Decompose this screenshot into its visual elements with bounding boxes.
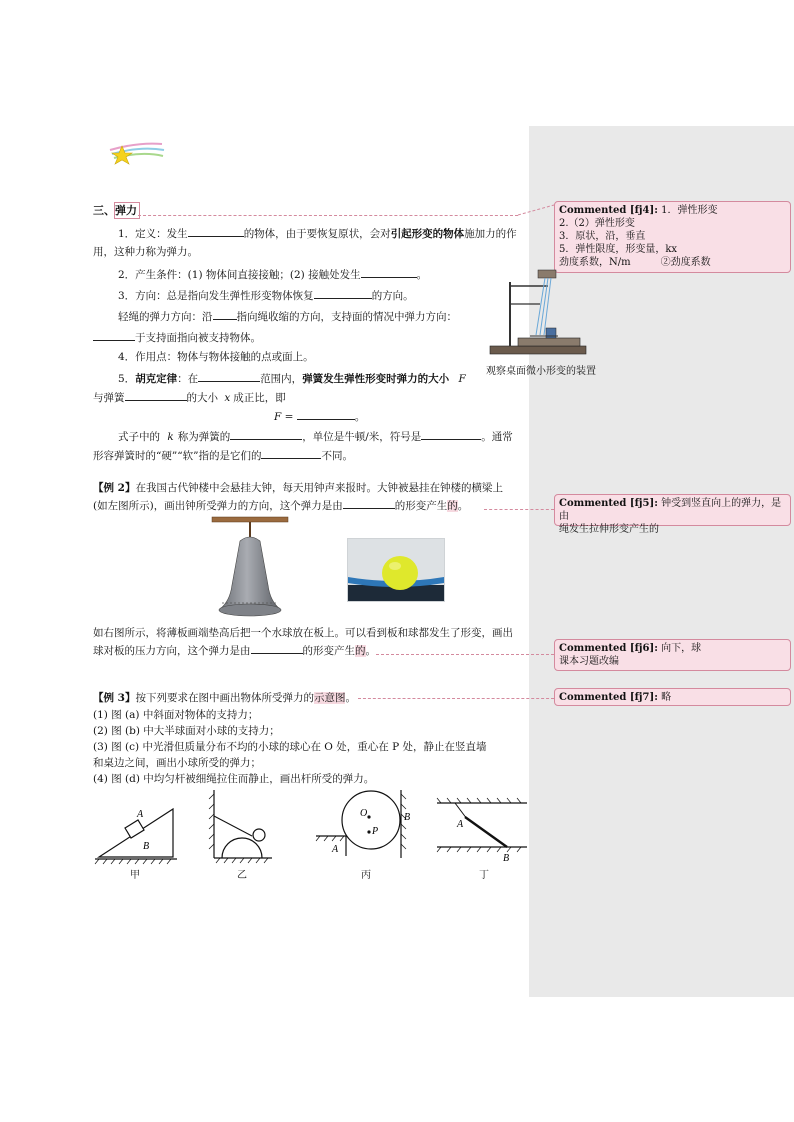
example2-line-1: 【例 2】在我国古代钟楼中会悬挂大钟，每天用钟声来报时。大钟被悬挂在钟楼的横梁上 <box>93 482 503 494</box>
point-label: A <box>137 809 144 820</box>
shooting-star-icon <box>108 140 168 170</box>
figure-caption: 丙 <box>361 870 371 881</box>
comment-fj6[interactable] <box>554 639 791 671</box>
stiffness-line-1: 式子中的 k 称为弹簧的 ，单位是牛顿/米，符号是 。通常 <box>118 428 513 444</box>
apparatus-caption: 观察桌面微小形变的装置 <box>486 366 596 377</box>
comment-line: 2.（2）弹性形变 <box>559 218 635 229</box>
rope-direction-line: 轻绳的弹力方向：沿 指向绳收缩的方向，支持面的情况中弹力方向： <box>118 308 457 324</box>
definition-line-1: 1．定义：发生 的物体，由于要恢复原状，会对引起形变的物体施加力的作 <box>118 225 517 241</box>
comment-head: Commented [fj4]: <box>559 205 658 216</box>
water-ball-photo <box>347 538 445 602</box>
blank[interactable] <box>261 447 321 459</box>
comment-line: 绳发生拉伸形变产生的 <box>559 524 659 535</box>
comment-fj7[interactable] <box>554 688 791 706</box>
blank[interactable] <box>314 287 372 299</box>
comment-connector <box>138 215 518 216</box>
apparatus-figure <box>490 270 590 360</box>
comment-line: 5．弹性限度，形变量，kx <box>559 244 678 255</box>
definition-line-2: 用，这种力称为弹力。 <box>93 246 198 258</box>
example2-line-2: (如左图所示)，画出钟所受弹力的方向，这个弹力是由 的形变产生的。 <box>93 497 468 513</box>
point-label: O <box>360 808 368 819</box>
comment-line: 劲度系数，N/m ②劲度系数 <box>559 257 711 268</box>
example3-line-1: 【例 3】按下列要求在图中画出物体所受弹力的示意图。 <box>93 692 356 704</box>
comment-line: 课本习题改编 <box>559 656 619 667</box>
figure-caption: 甲 <box>130 870 140 881</box>
bell-image <box>210 513 290 619</box>
comment-fj5[interactable] <box>554 494 791 535</box>
blank[interactable] <box>198 370 260 382</box>
comment-fj4[interactable] <box>554 201 791 273</box>
figure-caption: 丁 <box>479 870 489 881</box>
section-title: 三、弹力 <box>93 204 137 217</box>
blank[interactable] <box>125 389 187 401</box>
comment-line: 向下，球 <box>657 643 702 654</box>
stiffness-line-2: 形容弹簧时的“硬”“软”指的是它们的 不同。 <box>93 447 353 463</box>
point-label: A <box>332 844 339 855</box>
blank[interactable] <box>251 642 303 654</box>
hooke-law-line-1: 5．胡克定律：在 范围内，弹簧发生弹性形变时弹力的大小 F <box>118 370 466 386</box>
figure-b-hemisphere <box>208 790 278 865</box>
comment-connector <box>484 509 554 510</box>
hooke-formula: F = 。 <box>274 408 365 424</box>
blank[interactable] <box>421 428 481 440</box>
comment-line: 1．弹性形变 <box>657 205 718 216</box>
blank[interactable] <box>297 408 355 420</box>
point-label: A <box>457 819 464 830</box>
example3-line-6: (4) 图 (d) 中均匀杆被细绳拉住而静止，画出杆所受的弹力。 <box>93 773 375 785</box>
blank[interactable] <box>213 308 237 320</box>
comment-connector <box>518 205 558 217</box>
comment-line: 略 <box>657 692 672 703</box>
action-point-line: 4．作用点：物体与物体接触的点或面上。 <box>118 351 314 363</box>
comment-connector <box>376 654 554 655</box>
comment-line: 钟受到竖直向上的弹力，是由 <box>559 498 782 522</box>
comment-line: 3．原状，沿，垂直 <box>559 231 646 242</box>
blank[interactable] <box>188 225 244 237</box>
example3-line-3: (2) 图 (b) 中大半球面对小球的支持力； <box>93 725 280 737</box>
figure-caption: 乙 <box>237 870 247 881</box>
comment-head: Commented [fj7]: <box>559 692 658 703</box>
comment-anchor-box <box>114 202 140 219</box>
ball-on-board-illustration <box>348 539 444 601</box>
blank[interactable] <box>361 266 417 278</box>
figure-d-rod-rope <box>437 795 532 867</box>
mirror-apparatus-diagram <box>490 270 590 360</box>
point-label: B <box>143 841 150 852</box>
direction-line: 3．方向：总是指向发生弹性形变物体恢复 的方向。 <box>118 287 414 303</box>
comment-head: Commented [fj6]: <box>559 643 658 654</box>
bell-illustration <box>210 513 290 619</box>
blank[interactable] <box>343 497 395 509</box>
example3-line-2: (1) 图 (a) 中斜面对物体的支持力； <box>93 709 259 721</box>
blank[interactable] <box>93 329 135 341</box>
comment-connector <box>358 698 554 699</box>
point-label: B <box>503 853 510 864</box>
example3-line-5: 和桌边之间，画出小球所受的弹力； <box>93 757 261 769</box>
example2-line-3: 如右图所示，将薄板画端垫高后把一个水球放在板上。可以看到板和球都发生了形变，画出 <box>93 627 513 639</box>
figure-a-incline <box>95 795 180 865</box>
example3-line-4: (3) 图 (c) 中光滑但质量分布不均的小球的球心在 O 处，重心在 P 处，静止在竖直墙 <box>93 741 487 753</box>
point-label: P <box>372 826 379 837</box>
point-label: B <box>404 812 411 823</box>
comment-head: Commented [fj5]: <box>559 498 658 509</box>
hooke-law-line-2: 与弹簧 的大小 x 成正比，即 <box>93 389 286 405</box>
figure-c-ball-wall <box>316 790 416 865</box>
support-direction-line: 于支持面指向被支持物体。 <box>93 329 261 345</box>
blank[interactable] <box>230 428 302 440</box>
condition-line: 2．产生条件：(1) 物体间直接接触；(2) 接触处发生 。 <box>118 266 427 282</box>
example2-line-4: 球对板的压力方向，这个弹力是由 的形变产生的。 <box>93 642 376 658</box>
